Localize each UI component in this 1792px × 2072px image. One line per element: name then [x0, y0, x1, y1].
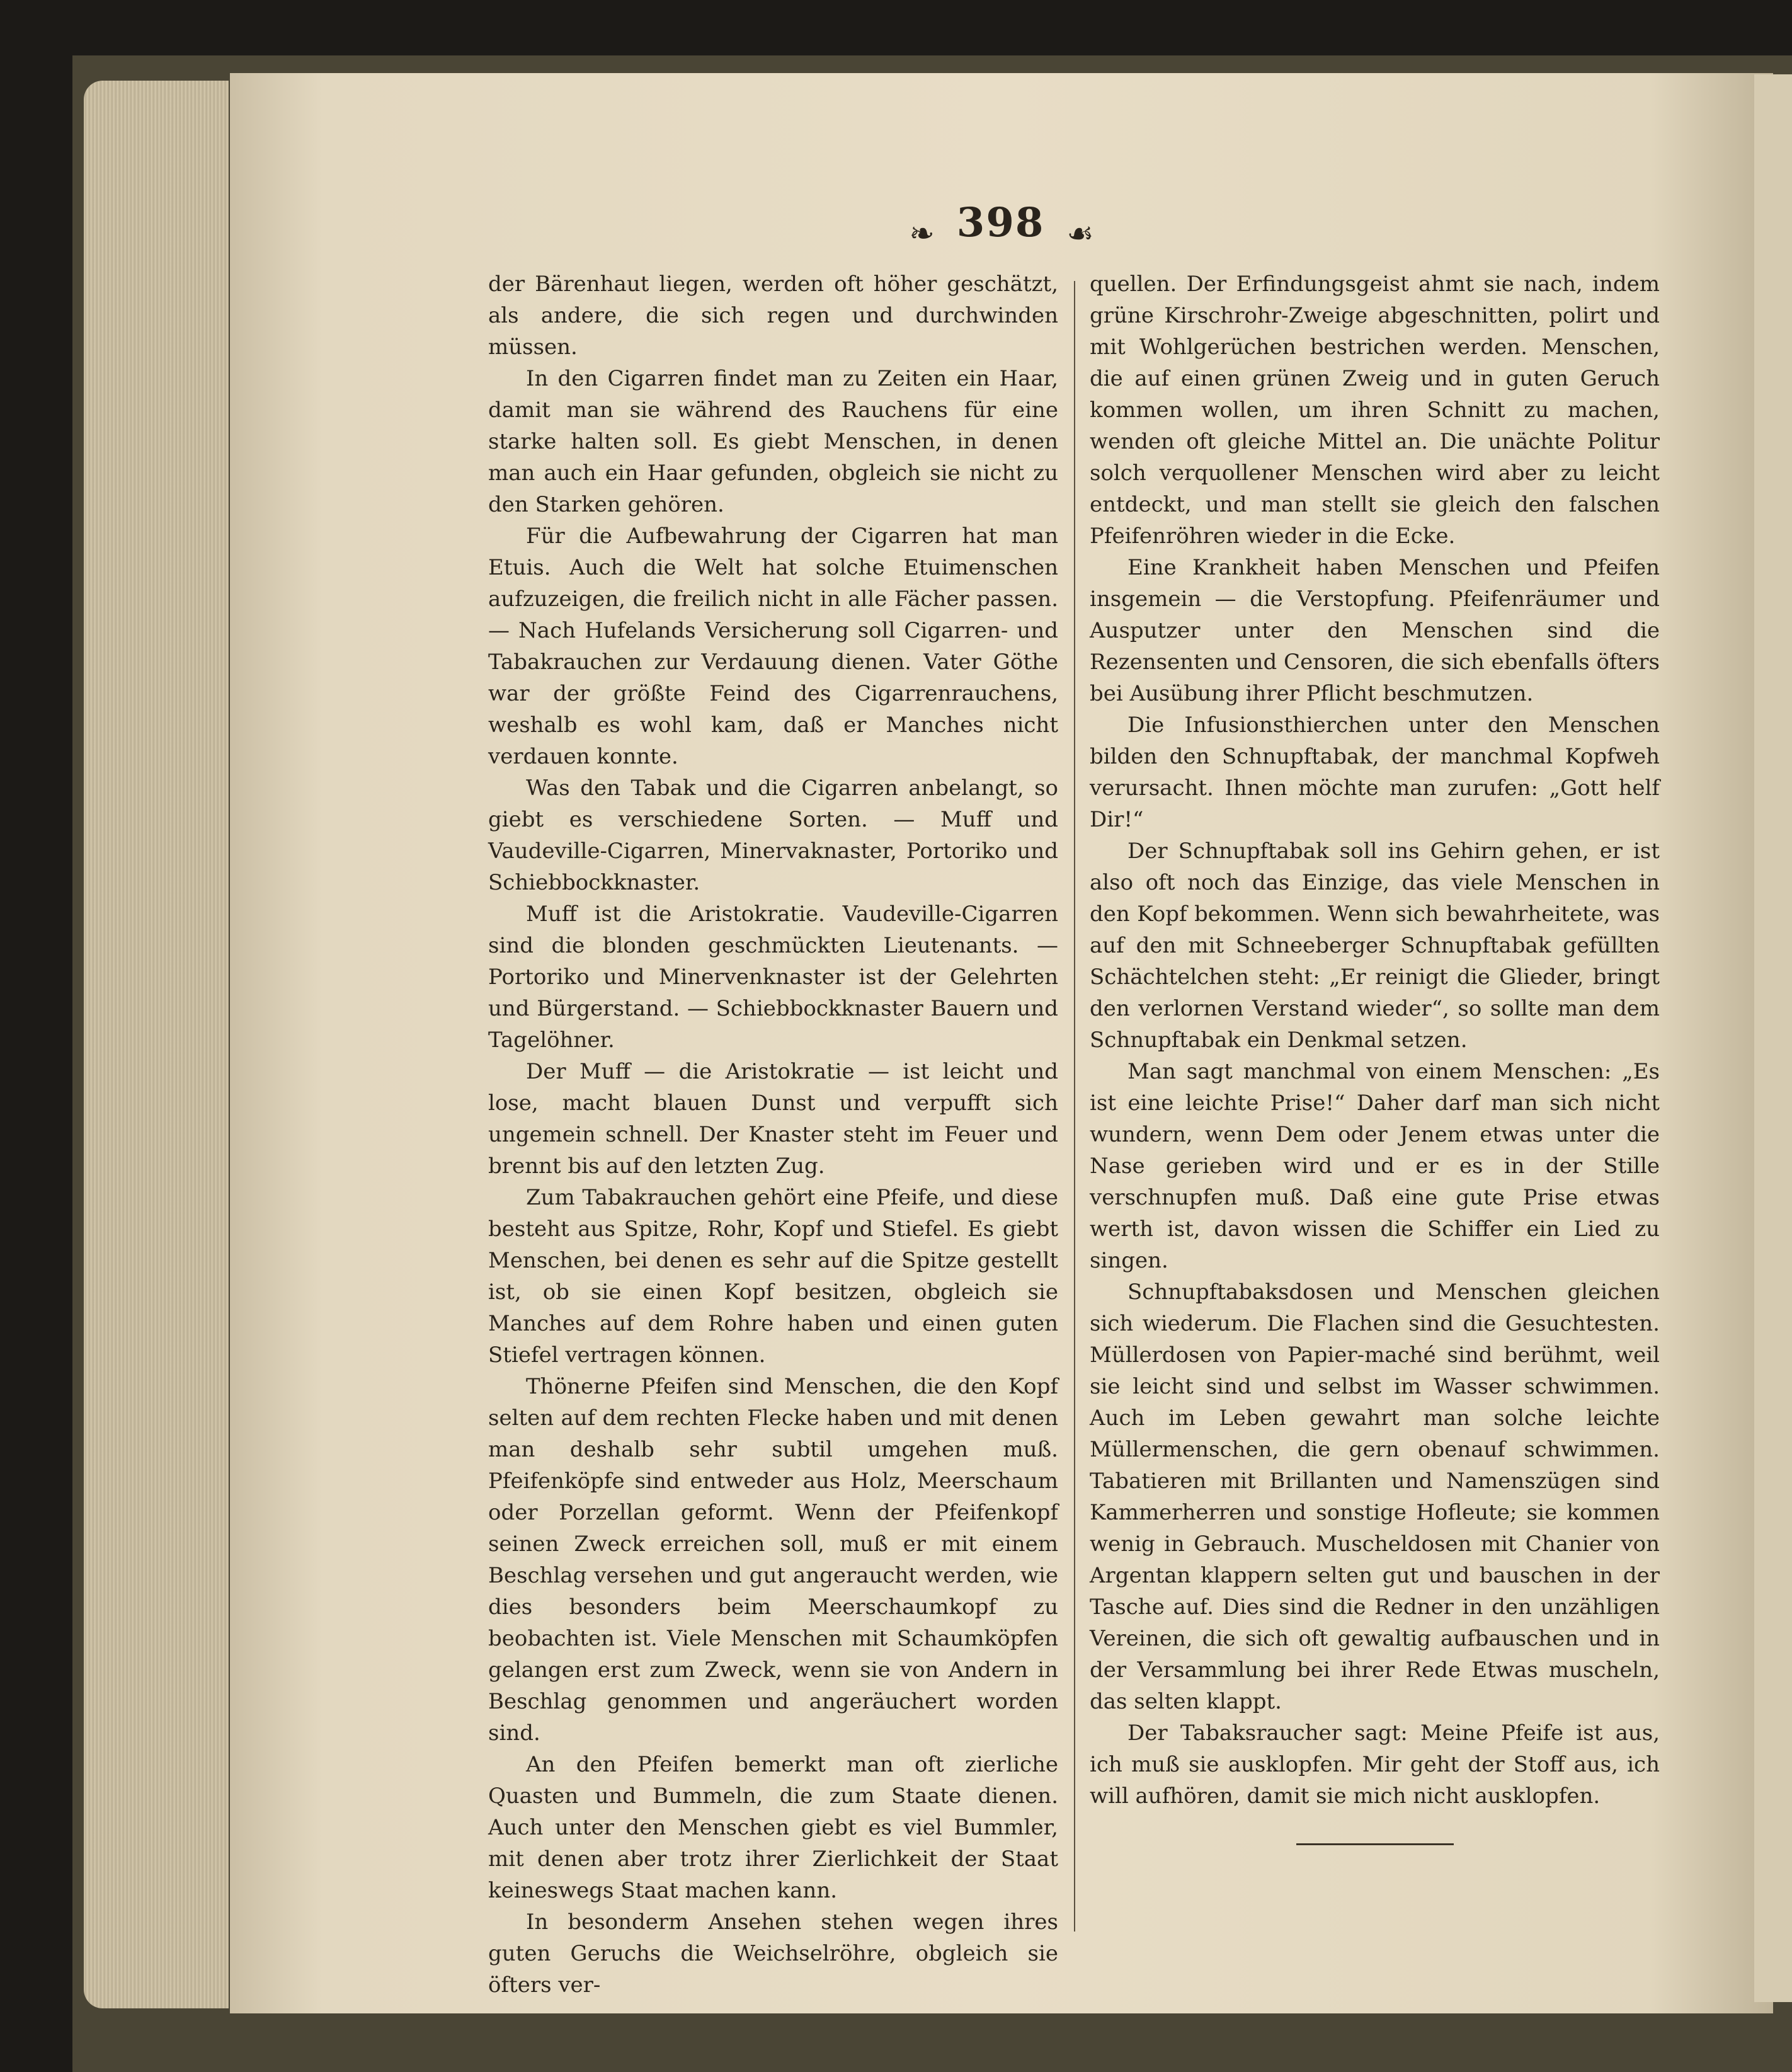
- paragraph: Der Tabaksraucher sagt: Meine Pfeife ist aus, ich muß sie ausklopfen. Mir geht der Stoff aus, ich will aufhören, damit sie mich nicht ausklopfen.: [1090, 1720, 1660, 1809]
- page: [230, 73, 1773, 2013]
- column-divider: [1074, 281, 1075, 1932]
- paragraph: Zum Tabakrauchen gehört eine Pfeife, und diese besteht aus Spitze, Rohr, Kopf und Stiefel. Es giebt Menschen, bei denen es sehr auf die Spitze gestellt ist, ob sie einen Kopf besitzen, obgleich sie Manches auf dem Rohre haben und einen guten Stiefel vertragen können.: [488, 1185, 1058, 1368]
- paragraph: Schnupftabaksdosen und Menschen gleichen sich wiederum. Die Flachen sind die Gesuchtesten. Müllerdosen von Papier-maché sind berühmt, weil sie leicht sind und selbst im Wasser schwimmen. Auch im Leben gewahrt man solche leichte Müllermenschen, die gern obenauf schwimmen. Tabatieren mit Brillanten und Namenszügen sind Kammerherren und sonstige Hofleute; sie kommen wenig in Gebrauch. Muscheldosen mit Chanier von Argentan klappern selten gut und bauschen in der Tasche auf. Dies sind die Redner in den unzähligen Vereinen, die sich oft gewaltig aufbauschen und in der Versammlung bei ihrer Rede Etwas muscheln, das selten klappt.: [1090, 1279, 1660, 1714]
- book: [72, 55, 1792, 2072]
- paragraph: An den Pfeifen bemerkt man oft zierliche Quasten und Bummeln, die zum Staate dienen. Auch unter den Menschen giebt es viel Bummler, mit denen aber trotz ihrer Zierlichkeit der Staat keineswegs Staat machen kann.: [488, 1752, 1058, 1903]
- paragraph: Thönerne Pfeifen sind Menschen, die den Kopf selten auf dem rechten Flecke haben und mit denen man deshalb sehr subtil umgehen muß. Pfeifenköpfe sind entweder aus Holz, Meerschaum oder Porzellan geformt. Wenn der Pfeifenkopf seinen Zweck erreichen soll, muß er mit einem Beschlag versehen und gut angeraucht werden, wie dies besonders beim Meerschaumkopf zu beobachten ist. Viele Menschen mit Schaumköpfen gelangen erst zum Zweck, wenn sie von Andern in Beschlag genommen und angeräuchert worden sind.: [488, 1374, 1058, 1746]
- paragraph: Man sagt manchmal von einem Menschen: „Es ist eine leichte Prise!“ Daher darf man sich nicht wundern, wenn Dem oder Jenem etwas unter die Nase gerieben wird und er es in der Stille verschnupfen muß. Daß eine gute Prise etwas werth ist, davon wissen die Schiffer ein Lied zu singen.: [1090, 1059, 1660, 1273]
- left-column: [488, 268, 1058, 2001]
- paragraph: Die Infusionsthierchen unter den Menschen bilden den Schnupftabak, der manchmal Kopfweh verursacht. Ihnen möchte man zurufen: „Gott helf Dir!“: [1090, 713, 1660, 832]
- page-number: 398: [956, 199, 1045, 246]
- ornament-right-icon: ☙: [1066, 215, 1094, 251]
- paragraph: In den Cigarren findet man zu Zeiten ein Haar, damit man sie während des Rauchens für eine starke halten soll. Es giebt Menschen, in denen man auch ein Haar gefunden, obgleich sie nicht zu den Starken gehören.: [488, 366, 1058, 517]
- facing-page-edge: [1754, 74, 1792, 2002]
- end-rule: [1296, 1843, 1454, 1845]
- paragraph: quellen. Der Erfindungsgeist ahmt sie nach, indem grüne Kirschrohr-Zweige abgeschnitten, polirt und mit Wohlgerüchen bestrichen werden. Menschen, die auf einen grünen Zweig und in guten Geruch kommen wollen, um ihren Schnitt zu machen, wenden oft gleiche Mittel an. Die unächte Politur solch verquollener Menschen wird aber zu leicht entdeckt, und man stellt sie gleich den falschen Pfeifenröhren wieder in die Ecke.: [1090, 272, 1660, 549]
- ornament-left-icon: ❧: [909, 215, 935, 251]
- paragraph: der Bärenhaut liegen, werden oft höher geschätzt, als andere, die sich regen und durchwinden müssen.: [488, 272, 1058, 360]
- paragraph: Muff ist die Aristokratie. Vaudeville-Cigarren sind die blonden geschmückten Lieutenants. — Portoriko und Minervenknaster ist der Gelehrten und Bürgerstand. — Schiebbockknaster Bauern und Tagelöhner.: [488, 901, 1058, 1053]
- right-column: [1090, 268, 1660, 1845]
- page-header: [230, 199, 1773, 251]
- page-edges: [84, 81, 229, 2008]
- paragraph: In besonderm Ansehen stehen wegen ihres guten Geruchs die Weichselröhre, obgleich sie öfters ver-: [488, 1909, 1058, 1998]
- paragraph: Der Schnupftabak soll ins Gehirn gehen, er ist also oft noch das Einzige, das viele Menschen in den Kopf bekommen. Wenn sich bewahrheitete, was auf den mit Schneeberger Schnupftabak gefüllten Schächtelchen steht: „Er reinigt die Glieder, bringt den verlornen Verstand wieder“, so sollte man dem Schnupftabak ein Denkmal setzen.: [1090, 839, 1660, 1053]
- paragraph: Der Muff — die Aristokratie — ist leicht und lose, macht blauen Dunst und verpufft sich ungemein schnell. Der Knaster steht im Feuer und brennt bis auf den letzten Zug.: [488, 1059, 1058, 1179]
- paragraph: Was den Tabak und die Cigarren anbelangt, so giebt es verschiedene Sorten. — Muff und Vaudeville-Cigarren, Minervaknaster, Portoriko und Schiebbockknaster.: [488, 776, 1058, 895]
- paragraph: Für die Aufbewahrung der Cigarren hat man Etuis. Auch die Welt hat solche Etuimenschen aufzuzeigen, die freilich nicht in alle Fächer passen. — Nach Hufelands Versicherung soll Cigarren- und Tabakrauchen zur Verdauung dienen. Vater Göthe war der größte Feind des Cigarrenrauchens, weshalb es wohl kam, daß er Manches nicht verdauen konnte.: [488, 524, 1058, 769]
- paragraph: Eine Krankheit haben Menschen und Pfeifen insgemein — die Verstopfung. Pfeifenräumer und Ausputzer unter den Menschen sind die Rezensenten und Censoren, die sich ebenfalls öfters bei Ausübung ihrer Pflicht beschmutzen.: [1090, 555, 1660, 706]
